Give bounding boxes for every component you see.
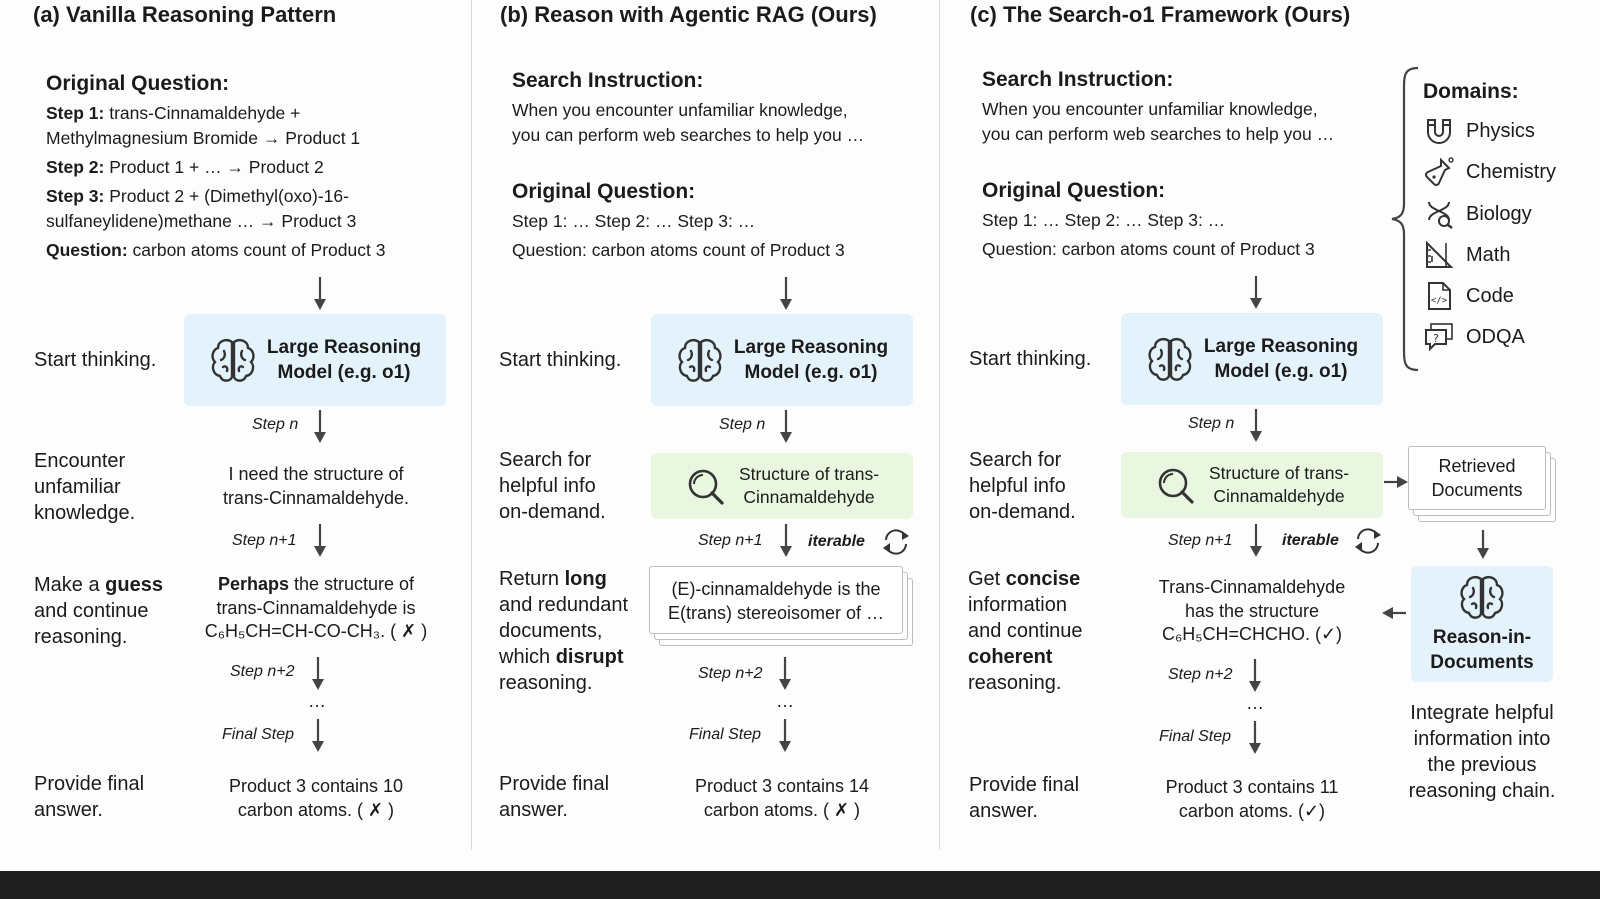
panel-b-final-text: Provide final answer. [499,773,610,821]
step-n1-label: Step n+1 [698,532,763,549]
final-step-label: Final Step [1159,728,1232,745]
panel-b-search-query-box: Structure of trans- Cinnamaldehyde [651,453,913,519]
iterable-label: iterable [808,533,865,550]
reason-in-documents-box: Reason-in- Documents [1411,566,1553,682]
panel-c-search-for-text: Search for helpful info on-demand. [969,449,1076,523]
panel-c-final-text: Provide final answer. [969,774,1080,822]
panel-b-original-question-heading: Original Question: [512,180,696,203]
panel-c-question-line: Question: carbon atoms count of Product 3 [982,239,1315,259]
magnet-icon [1424,116,1454,146]
panel-b-search-text: When you encounter unfamiliar knowledge, you can perform web searches to help you … [512,100,865,145]
domain-chemistry [1424,157,1556,187]
ellipsis: … [308,691,326,711]
panel-b-final-answer: Product 3 contains 14 carbon atoms. ( ✗ ) [694,776,870,820]
bottom-bar [0,871,1600,899]
brain-icon [676,337,724,383]
step-n-label: Step n [1188,415,1235,432]
panel-b-search-heading: Search Instruction: [512,69,704,92]
model-label-line1: Large Reasoning [733,337,889,358]
step1-text: trans-Cinnamaldehyde + [104,103,301,123]
model-label-line2: Model (e.g. o1) [277,362,411,383]
dna-icon [1424,199,1454,229]
panel-b-search-for-text: Search for helpful info on-demand. [499,449,606,523]
model-label-line2: Model (e.g. o1) [744,362,878,383]
panel-c-search-heading: Search Instruction: [982,68,1174,91]
ellipsis: … [776,691,794,711]
arrow-down-icon [778,410,794,444]
panel-a-guess-text: Make a guess and continue reasoning. [34,574,163,648]
domain-physics [1424,116,1535,146]
panel-divider-ab [471,0,472,850]
model-label-line2: Model (e.g. o1) [1214,361,1348,382]
domain-label: Physics [1466,119,1535,142]
svg-text:?: ? [1433,332,1439,345]
panel-b-question-line: Question: carbon atoms count of Product 3 [512,240,845,260]
panel-a-question-block [46,101,385,263]
arrow-down-icon [777,719,793,753]
panel-divider-bc [939,0,940,850]
step-n1-label: Step n+1 [232,532,297,549]
panel-b-model-box [651,314,913,406]
doc-front: Retrieved Documents [1408,446,1546,510]
arrow-down-icon [312,410,328,444]
refresh-icon [880,527,912,557]
panel-c-search-text: When you encounter unfamiliar knowledge, you can perform web searches to help you … [982,99,1335,144]
step-n2-label: Step n+2 [1168,666,1233,683]
step3-label: Step 3: [46,186,105,206]
panel-b-start-thinking: Start thinking. [499,349,622,371]
panel-a-final-text: Provide final answer. [34,773,145,821]
arrow-down-icon [1475,530,1491,560]
domain-label: Code [1466,284,1514,307]
search-icon [1155,465,1195,505]
panel-b-title: (b) Reason with Agentic RAG (Ours) [500,2,877,27]
panel-a-guess-structure: Perhaps the structure of trans-Cinnamaldehyde is C₆H₅CH=CH-CO-CH₃. ( ✗ ) [204,574,428,641]
question-chat-icon [1424,322,1454,352]
arrow-down-icon [310,657,326,691]
code-file-icon [1424,281,1454,311]
step-n2-label: Step n+2 [698,665,763,682]
panel-a-model-box [184,314,446,406]
arrow-down-icon [777,657,793,691]
arrow-left-icon [1382,606,1406,620]
panel-a-title: (a) Vanilla Reasoning Pattern [33,2,337,27]
svg-text:</>: </> [1430,296,1448,306]
panel-c-model-box [1121,313,1383,405]
panel-b-document-stack [649,566,919,650]
panel-c-correct-structure: Trans-Cinnamaldehyde has the structure C₆H₅CH=CHCHO. (✓) [1158,577,1346,644]
retrieved-documents-stack [1408,446,1560,526]
arrow-down-icon [1248,524,1264,558]
domain-label: Biology [1466,202,1532,225]
brain-icon [1146,336,1194,382]
step3-text: Product 2 + (Dimethyl(oxo)-16- [104,186,349,206]
domain-label: ODQA [1466,325,1525,348]
arrow-down-icon [1247,659,1263,693]
panel-a-encounter-text: Encounter unfamiliar knowledge. [34,450,136,524]
integrate-helpful-text: Integrate helpful information into the previous reasoning chain. [1408,702,1556,802]
brain-icon [209,337,257,383]
flask-icon [1424,157,1454,187]
brain-icon [1458,574,1506,620]
panel-c-title: (c) The Search-o1 Framework (Ours) [970,2,1351,27]
step1-text-2: Methylmagnesium Bromide → Product 1 [46,128,361,148]
panel-c-steps-line: Step 1: … Step 2: … Step 3: … [982,210,1226,230]
step-n-label: Step n [252,416,299,433]
refresh-icon [1352,526,1384,556]
panel-c-concise-text: Get concise information and continue coherent reasoning. [968,568,1083,694]
panel-a-start-thinking: Start thinking. [34,349,157,371]
ruler-triangle-icon [1424,240,1454,270]
domains-heading: Domains: [1423,80,1519,103]
panel-a-need-structure: I need the structure of trans-Cinnamaldehyde. [222,464,410,508]
iterable-label: iterable [1282,532,1339,549]
question-label: Question: [46,240,128,260]
step3-text-2: sulfaneylidene)methane … → Product 3 [46,211,357,231]
arrow-down-icon [1247,721,1263,755]
arrow-right-icon [1384,475,1408,489]
panel-b-return-long-text: Return long and redundant documents, which disrupt reasoning. [499,568,629,694]
model-label-line1: Large Reasoning [1203,336,1359,357]
question-text: carbon atoms count of Product 3 [127,240,386,260]
final-step-label: Final Step [689,726,762,743]
panel-a-original-question-heading: Original Question: [46,72,230,95]
step1-label: Step 1: [46,103,105,123]
doc-front: (E)-cinnamaldehyde is the E(trans) stereoisomer of … [649,566,903,634]
domain-odqa [1424,322,1525,352]
arrow-down-icon [778,277,794,311]
step-n-label: Step n [719,416,766,433]
domain-label: Chemistry [1466,160,1557,183]
arrow-down-icon [310,719,326,753]
domain-math [1424,240,1510,270]
step2-text: Product 1 + … → Product 2 [104,157,324,177]
final-step-label: Final Step [222,726,295,743]
domain-code [1424,281,1514,311]
arrow-down-icon [778,524,794,558]
step-n1-label: Step n+1 [1168,532,1233,549]
domain-biology [1424,199,1532,229]
ellipsis: … [1246,693,1264,713]
arrow-down-icon [1248,409,1264,443]
search-icon [685,466,725,506]
panel-a-final-answer: Product 3 contains 10 carbon atoms. ( ✗ ) [228,776,404,820]
domain-label: Math [1466,243,1511,266]
model-label-line1: Large Reasoning [266,337,422,358]
panel-c-final-answer: Product 3 contains 11 carbon atoms. (✓) [1165,777,1339,821]
arrow-down-icon [312,277,328,311]
step-n2-label: Step n+2 [230,663,295,680]
step2-label: Step 2: [46,157,105,177]
panel-c-start-thinking: Start thinking. [969,348,1092,370]
curly-brace-icon [1388,66,1422,372]
panel-c-original-question-heading: Original Question: [982,179,1166,202]
arrow-down-icon [1248,276,1264,310]
panel-b-steps-line: Step 1: … Step 2: … Step 3: … [512,211,756,231]
panel-c-search-query-box: Structure of trans- Cinnamaldehyde [1121,452,1383,518]
arrow-down-icon [312,524,328,558]
